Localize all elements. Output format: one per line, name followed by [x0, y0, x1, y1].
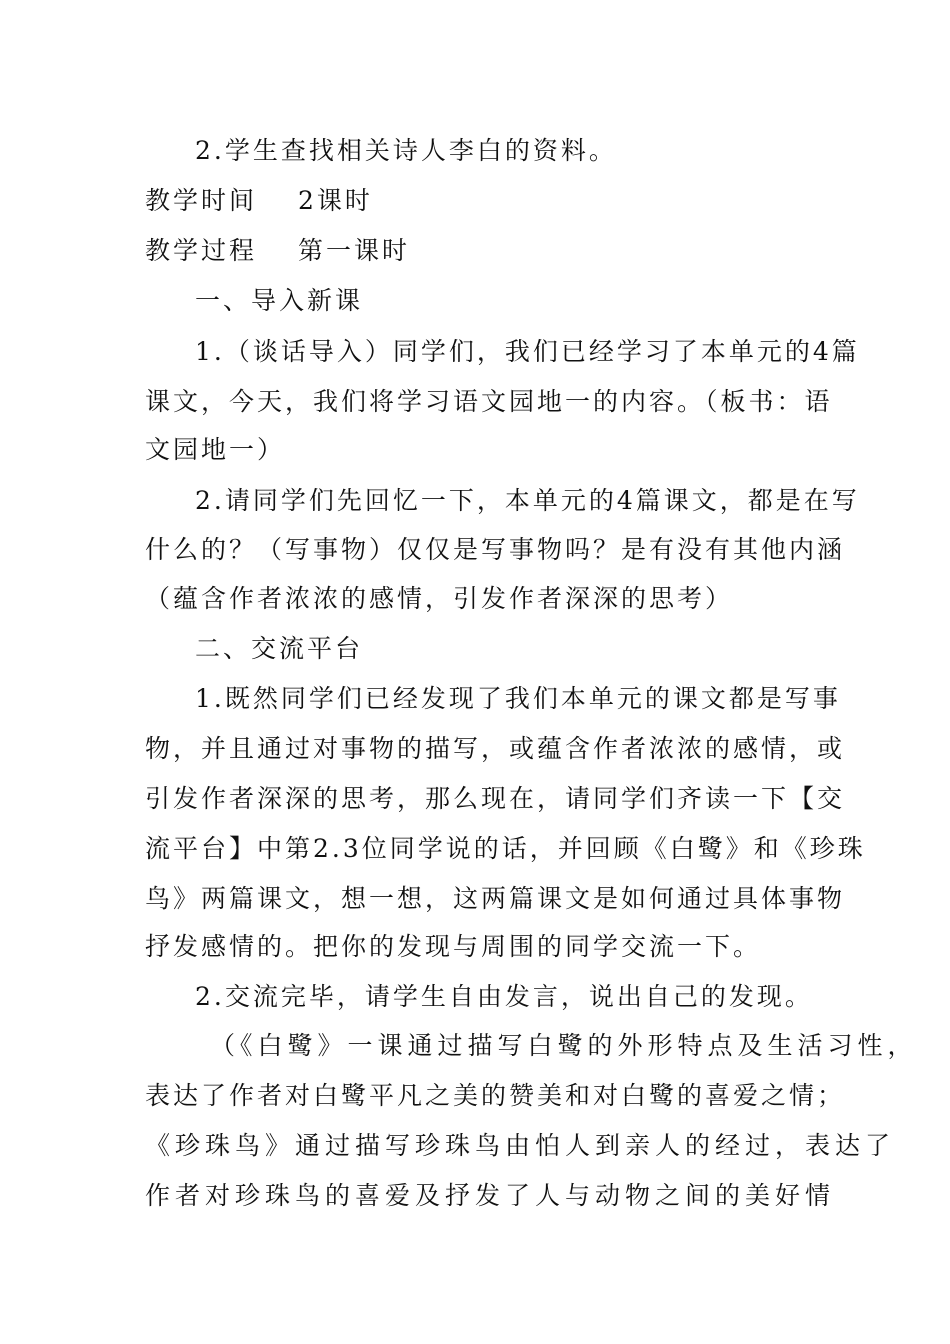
text-line: 文园地一）: [145, 435, 286, 464]
section-heading: 二、交流平台: [195, 634, 364, 663]
text-line: 表达了作者对白鹭平凡之美的赞美和对白鹭的喜爱之情；: [145, 1081, 846, 1110]
text-line: 2.交流完毕，请学生自由发言，说出自己的发现。: [195, 982, 813, 1011]
lesson-process-value: 第一课时: [298, 236, 411, 265]
text-line: （《白鹭》一课通过描写白鹭的外形特点及生活习性，: [210, 1031, 918, 1060]
text-line: 引发作者深深的思考，那么现在，请同学们齐读一下【交: [145, 784, 846, 813]
text-line: 课文，今天，我们将学习语文园地一的内容。（板书：语: [145, 387, 833, 416]
lesson-time-value: 2课时: [298, 186, 373, 215]
text-line: 流平台】中第2.3位同学说的话，并回顾《白鹭》和《珍珠: [145, 834, 866, 863]
text-line: 作者对珍珠鸟的喜爱及抒发了人与动物之间的美好情: [145, 1181, 836, 1210]
text-line: 什么的？（写事物）仅仅是写事物吗？是有没有其他内涵: [145, 535, 846, 564]
text-line: 2.学生查找相关诗人李白的资料。: [195, 136, 617, 165]
text-line: 1.既然同学们已经发现了我们本单元的课文都是写事: [195, 684, 841, 713]
text-line: （蕴含作者浓浓的感情，引发作者深深的思考）: [145, 584, 734, 613]
text-line: 物，并且通过对事物的描写，或蕴含作者浓浓的感情，或: [145, 734, 846, 763]
lesson-process-label: 教学过程: [145, 236, 258, 265]
section-heading: 一、导入新课: [195, 286, 364, 315]
lesson-time-label: 教学时间: [145, 186, 258, 215]
text-line: 1.（谈话导入）同学们，我们已经学习了本单元的4篇: [195, 337, 860, 366]
text-line: 2.请同学们先回忆一下，本单元的4篇课文，都是在写: [195, 486, 860, 515]
text-line: 《珍珠鸟》通过描写珍珠鸟由怕人到亲人的经过，表达了: [145, 1131, 896, 1160]
text-line: 鸟》两篇课文，想一想，这两篇课文是如何通过具体事物: [145, 884, 846, 913]
text-line: 抒发感情的。把你的发现与周围的同学交流一下。: [145, 932, 762, 961]
